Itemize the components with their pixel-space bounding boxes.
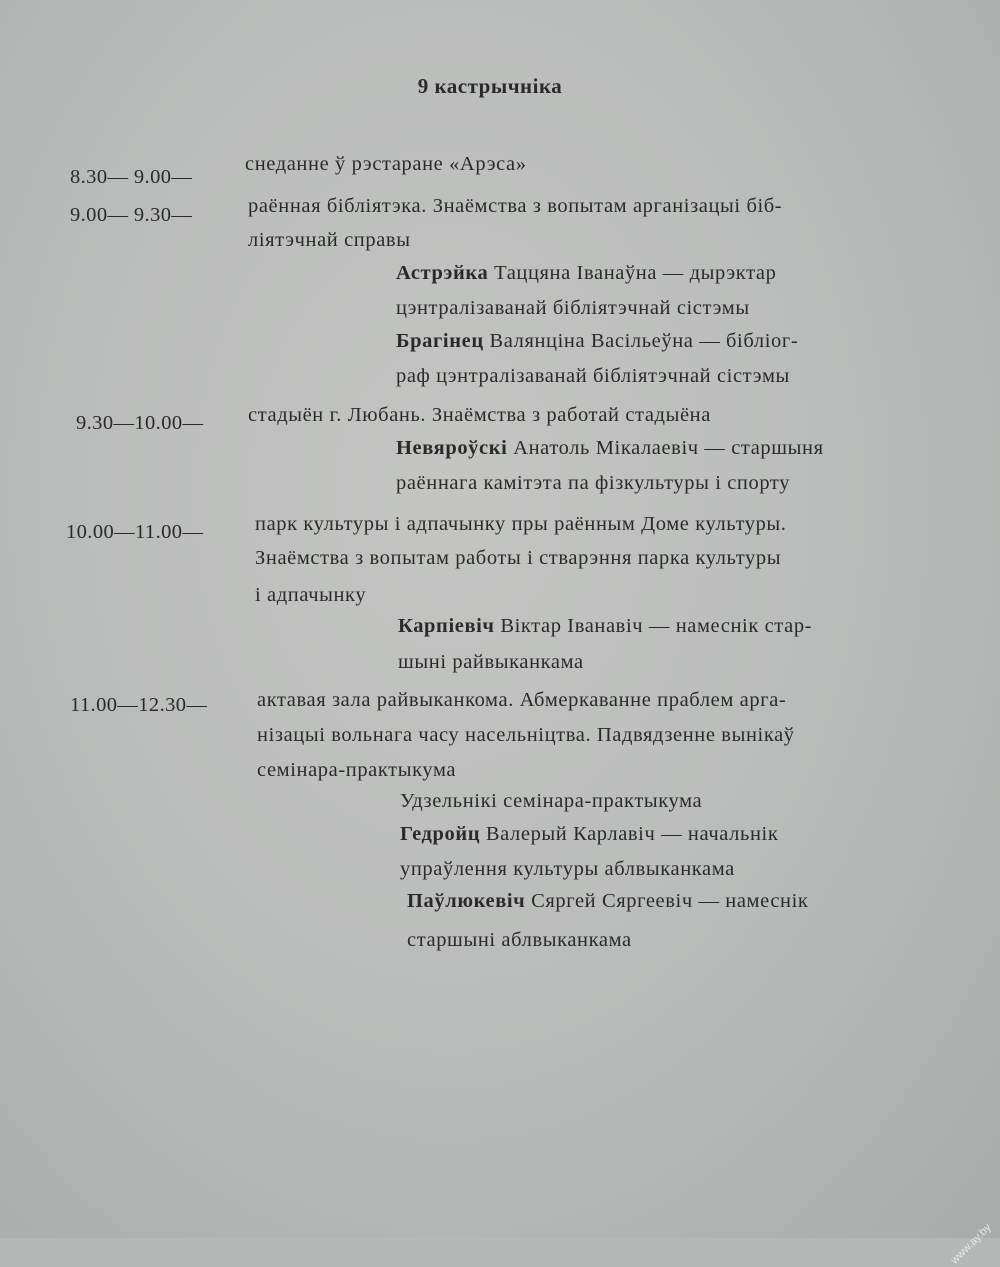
- person-desc: Валерый Карлавіч — начальнік: [485, 823, 779, 845]
- person-desc: цэнтралізаванай бібліятэчнай сістэмы: [396, 297, 750, 319]
- participants-line: Удзельнікі семінара-практыкума: [400, 790, 703, 812]
- activity-text: семінара-практыкума: [257, 759, 457, 781]
- person-desc: Сяргей Сяргеевіч — намеснік: [531, 890, 809, 912]
- person-desc: Таццяна Іванаўна — дырэктар: [494, 262, 777, 284]
- person-name: Карпіевіч: [398, 615, 495, 637]
- activity-text: Знаёмства з вопытам работы і стварэння парка культуры: [255, 547, 782, 569]
- date-heading: 9 кастрычніка: [417, 74, 563, 98]
- person-desc: шыні райвыканкама: [398, 651, 584, 673]
- activity-text: стадыён г. Любань. Знаёмства з работай стадыёна: [248, 404, 711, 426]
- activity-text: актавая зала райвыканкома. Абмеркаванне праблем арга-: [257, 689, 787, 711]
- person-desc: старшыні аблвыканкама: [407, 929, 632, 951]
- person-desc: раф цэнтралізаванай бібліятэчнай сістэмы: [396, 365, 790, 387]
- person-entry: [396, 437, 824, 460]
- person-desc: Валянціна Васільеўна — бібліог-: [489, 330, 799, 352]
- activity-text: снеданне ў рэстаране «Арэса»: [245, 153, 527, 175]
- person-name: Невяроўскі: [396, 437, 508, 459]
- activity-text: раённая бібліятэка. Знаёмства з вопытам арганізацыі біб-: [248, 195, 783, 217]
- time-slot: 8.30— 9.00—: [70, 166, 193, 188]
- person-entry: [407, 890, 808, 913]
- person-name: Гедройц: [400, 823, 481, 845]
- person-entry: [400, 823, 778, 846]
- person-desc: раённага камітэта па фізкультуры і спорту: [396, 472, 791, 494]
- person-name: Паўлюкевіч: [407, 890, 526, 912]
- time-slot: 10.00—11.00—: [66, 521, 204, 543]
- time-slot: 11.00—12.30—: [70, 694, 208, 716]
- time-slot: 9.30—10.00—: [76, 412, 204, 434]
- activity-text: ліятэчнай справы: [248, 229, 411, 251]
- person-name: Брагінец: [396, 330, 484, 352]
- activity-text: парк культуры і адпачынку пры раённым Доме культуры.: [255, 513, 787, 535]
- person-desc: упраўлення культуры аблвыканкама: [400, 858, 735, 880]
- person-name: Астрэйка: [396, 262, 489, 284]
- person-entry: [396, 330, 798, 353]
- person-desc: Анатоль Мікалаевіч — старшыня: [513, 437, 824, 459]
- activity-text: нізацыі вольнага часу насельніцтва. Падвядзенне вынікаў: [257, 724, 795, 746]
- watermark: www.ay.by: [948, 1221, 994, 1267]
- person-entry: [398, 615, 812, 638]
- activity-text: і адпачынку: [255, 584, 367, 606]
- person-desc: Віктар Іванавіч — намеснік стар-: [500, 615, 813, 637]
- time-slot: 9.00— 9.30—: [70, 204, 193, 226]
- person-entry: [396, 262, 776, 285]
